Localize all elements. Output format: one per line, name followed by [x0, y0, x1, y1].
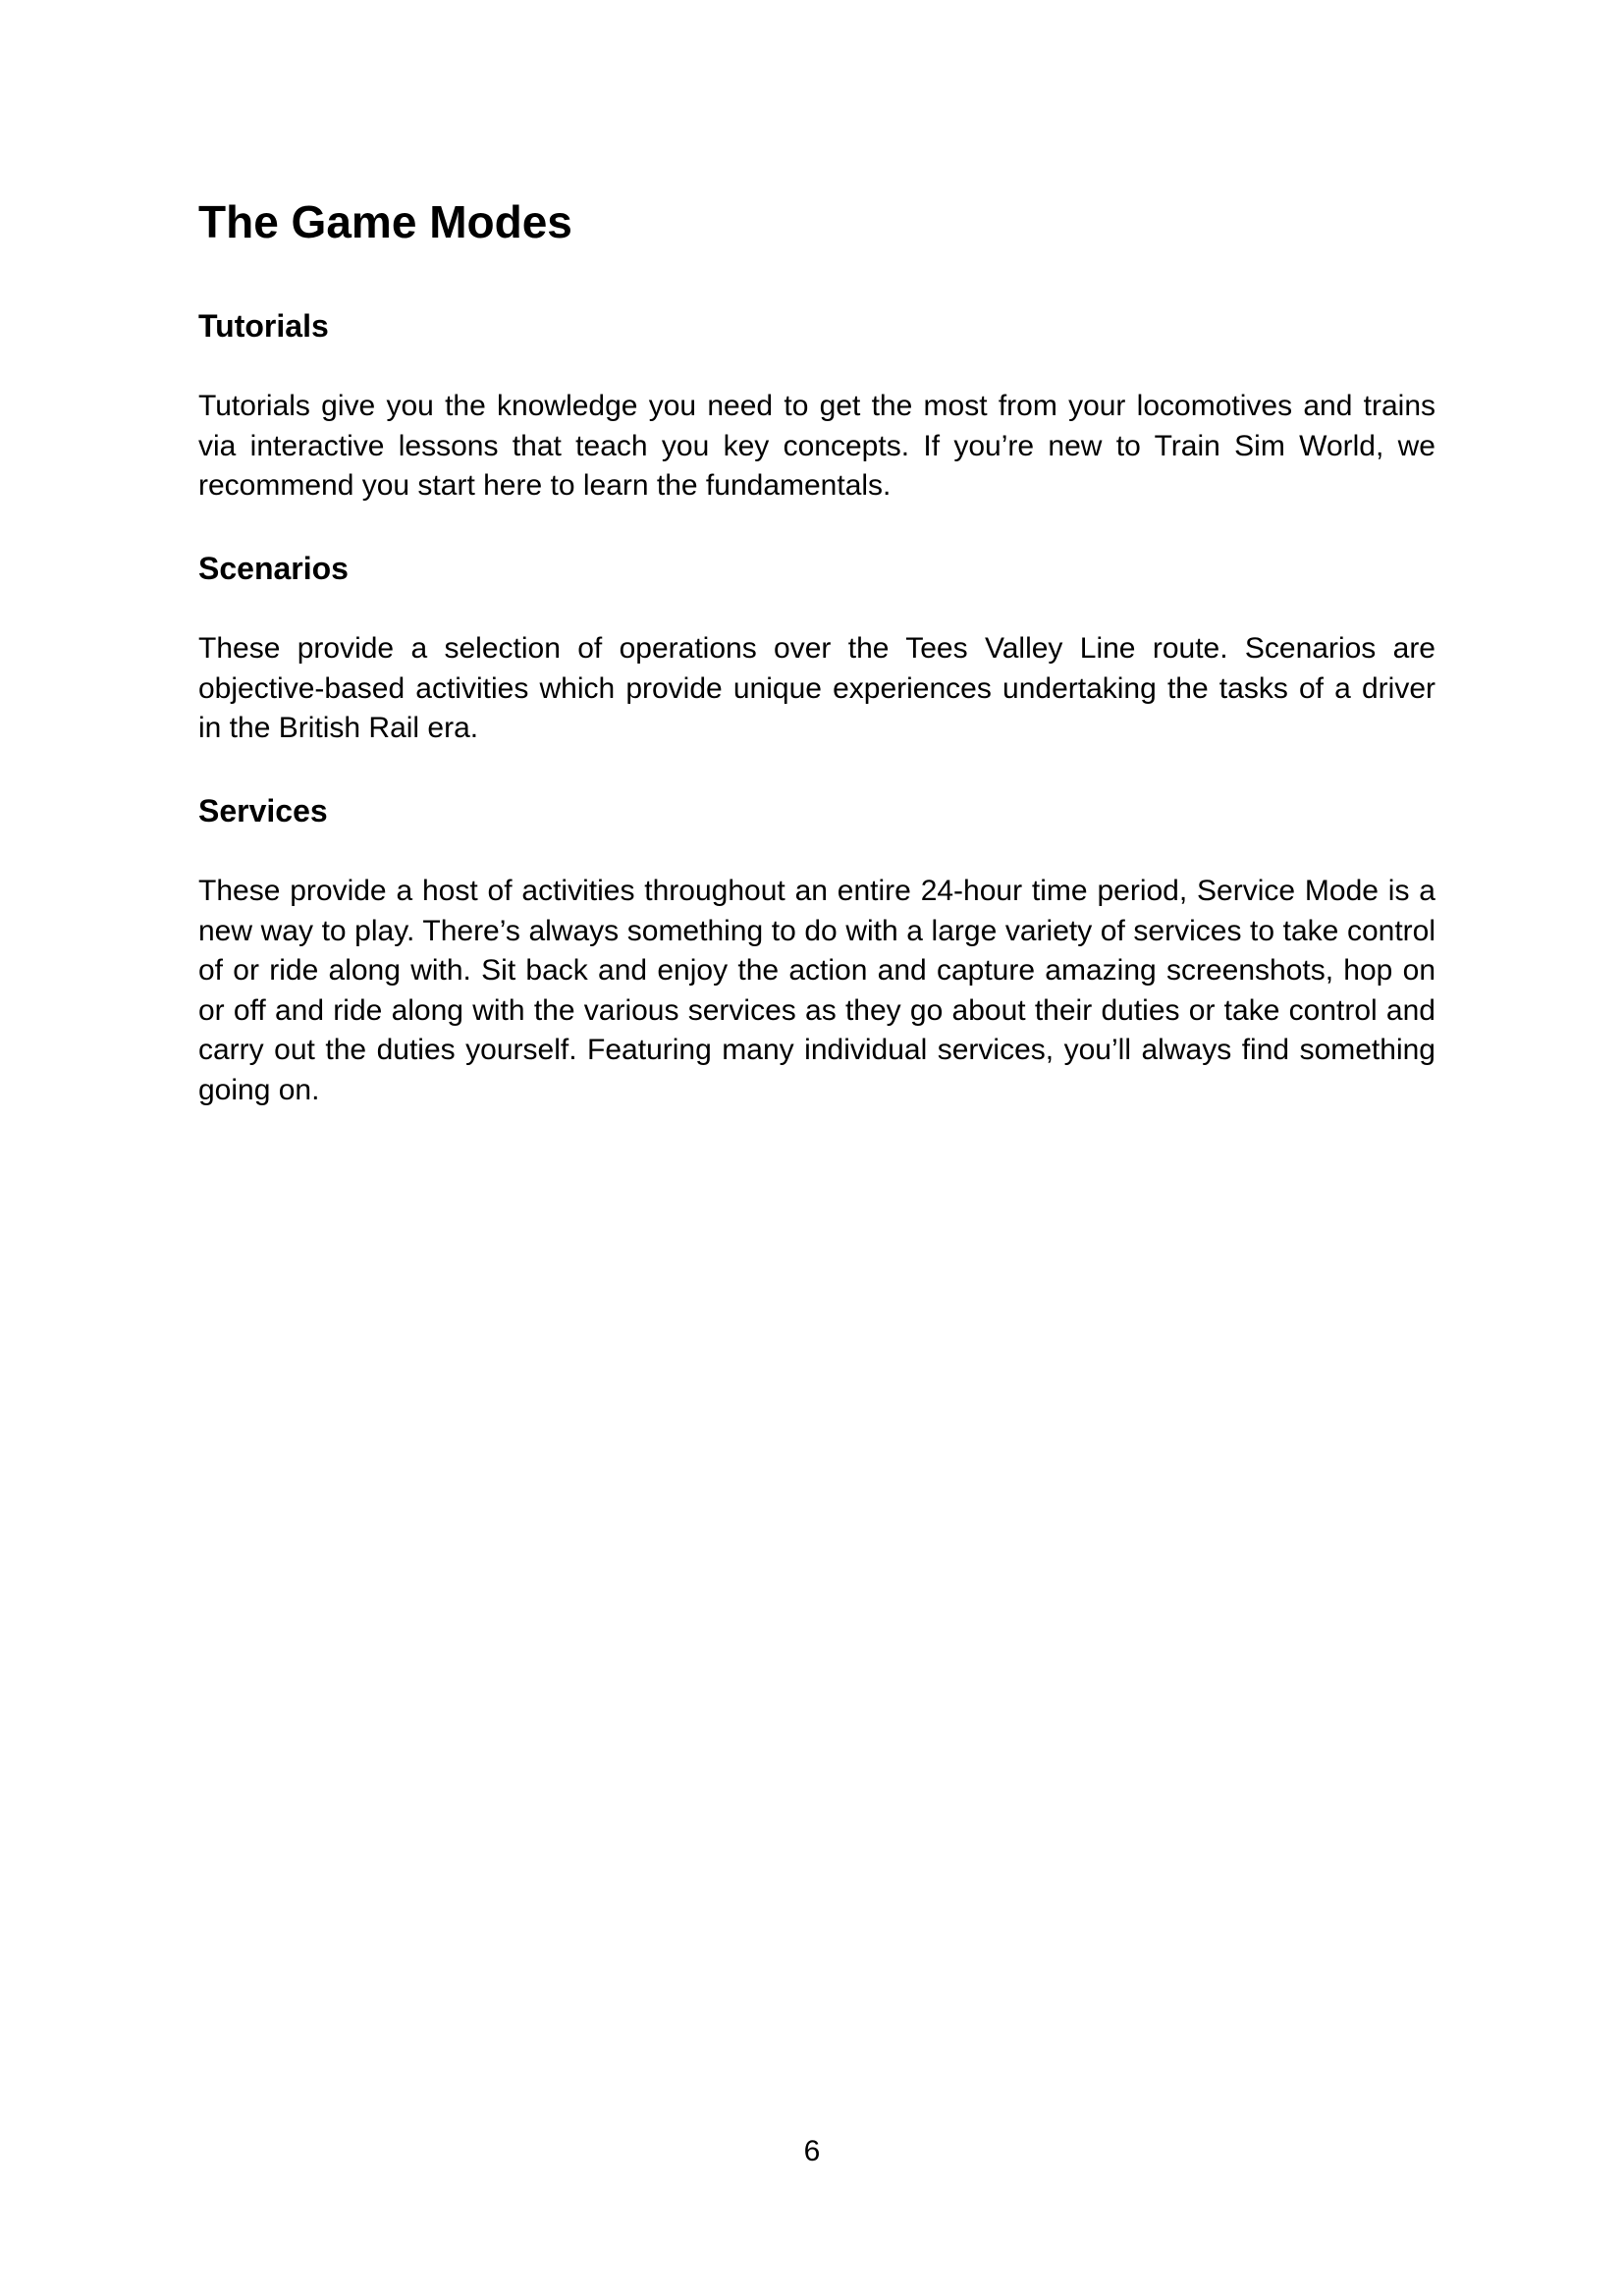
section-heading-scenarios: Scenarios: [198, 551, 349, 586]
section-body-tutorials: Tutorials give you the knowledge you need to get the most from your locomotives and trains via interactive lessons that teach you key concepts. If you’re new to Train Sim World, we recommend you start here to learn the fundamentals.: [198, 390, 1435, 502]
section-scenarios: [198, 549, 1435, 749]
section-tutorials: [198, 306, 1435, 507]
section-body-services: These provide a host of activities throughout an entire 24-hour time period, Service Mode is a new way to play. There’s always something to do with a large variety of services to take control of or ride along with. Sit back and enjoy the action and capture amazing screenshots, hop on or off and ride along with the various services as they go about their duties or take control and carry out the duties yourself. Featuring many individual services, you’ll always find something going on.: [198, 875, 1435, 1106]
section-heading-services: Services: [198, 793, 328, 828]
section-heading-tutorials: Tutorials: [198, 308, 329, 344]
section-services: [198, 791, 1435, 1110]
section-body-scenarios: These provide a selection of operations over the Tees Valley Line route. Scenarios are objective-based activities which provide unique experiences undertaking the tasks of a driver in the British Rail era.: [198, 632, 1435, 744]
page-title: The Game Modes: [198, 196, 572, 247]
page-number: 6: [803, 2135, 821, 2167]
